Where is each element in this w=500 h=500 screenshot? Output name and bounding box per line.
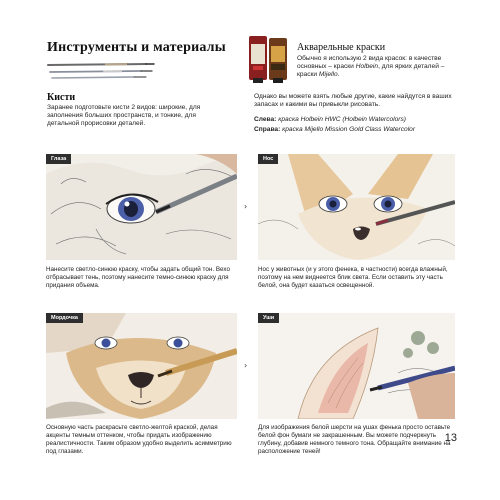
step-tag-muzzle: Мордочка xyxy=(46,313,83,323)
step-arrow-icon: › xyxy=(244,202,248,211)
page-number: 13 xyxy=(444,432,457,444)
brushes-heading: Кисти xyxy=(47,92,76,103)
step-caption-muzzle: Основную часть раскрасьте светло-желтой краской, делая акценты темным оттенком, чтобы придать изображению реалистичности. Таким образом удобно выделить асимметрию под глазами. xyxy=(46,424,232,455)
step-tag-ears: Уши xyxy=(258,313,279,323)
brushes-text: Заранее подготовьте кисти 2 видов: широкие, для заполнения больших пространств, и тонкие, для детальной прорисовки деталей. xyxy=(47,104,201,127)
step-tag-eyes: Глаза xyxy=(46,154,71,164)
materials-note: Однако вы можете взять любые другие, какие найдутся в ваших запасах и какими вы привыкли рисовать. xyxy=(254,93,452,108)
step-caption-ears: Для изображения белой шерсти на ушах фенька просто оставьте белой фон бумаги не закрашенным. Вы можете подчеркнуть глубину, добавив немного темного тона. Обращайте внимание на расположение теней! xyxy=(258,424,451,455)
step-caption-nose: Нос у животных (и у этого фенека, в частности) всегда влажный, поэтому на нем виднеется блик света. Если оставить эту часть белой, она будет казаться освещенной. xyxy=(258,266,448,289)
credit-right: Справа: краска Mijello Mission Gold Class Watercolor xyxy=(254,126,416,133)
step-photo-ears xyxy=(258,313,455,419)
step-caption-eyes: Нанесите светло-синюю краску, чтобы задать общий тон. Вехо отбрасывает тень, поэтому нанесите темно-синюю краску для придания объема. xyxy=(46,266,230,289)
step-photo-nose xyxy=(258,154,455,260)
paint-tubes-illustration xyxy=(247,34,291,84)
step-photo-muzzle xyxy=(46,313,237,419)
brand-mijello: Mijello xyxy=(318,71,338,78)
step-tag-nose: Нос xyxy=(258,154,278,164)
credit-left: Слева: краска Holbein HWC (Holbein Watercolors) xyxy=(254,116,406,123)
section-title: Инструменты и материалы xyxy=(47,40,226,55)
step-photo-eyes xyxy=(46,154,237,260)
step-arrow-icon: › xyxy=(244,361,248,370)
watercolors-text: Обычно я использую 2 вида красок: в качестве основных – краски Holbein, для ярких деталей – краски Mijello. xyxy=(297,55,445,78)
brand-holbein: Holbein xyxy=(355,63,379,70)
watercolors-heading: Акварельные краски xyxy=(297,42,386,53)
brushes-illustration xyxy=(46,60,156,82)
